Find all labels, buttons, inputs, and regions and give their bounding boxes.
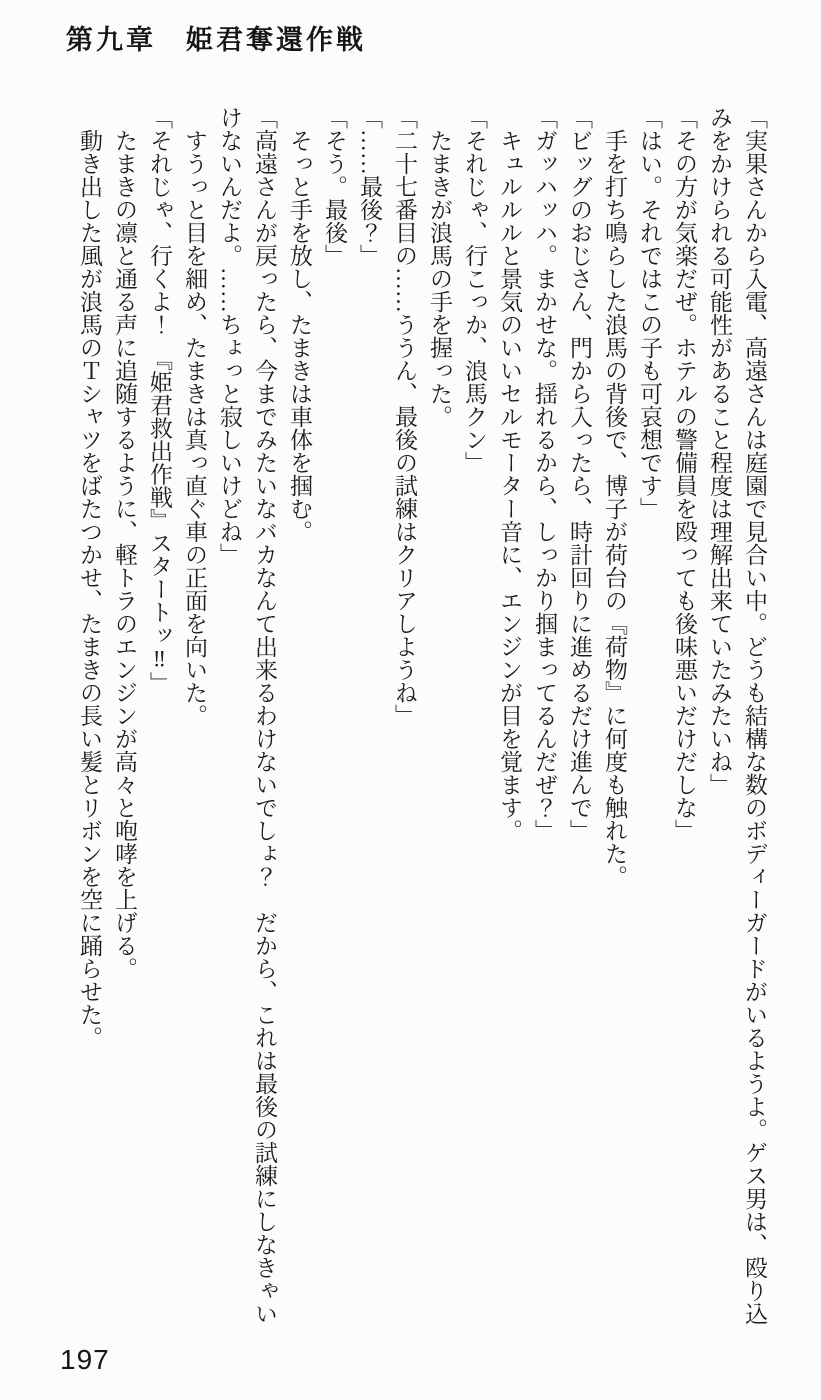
text-line: 「それじゃ、行くよ！ 『姫君救出作戦』スタートッ‼」 xyxy=(147,106,172,695)
text-line: たまきが浪馬の手を握った。 xyxy=(427,129,452,428)
text-line: そっと手を放し、たまきは車体を掴む。 xyxy=(287,129,312,543)
text-line: 「それじゃ、行こっか、浪馬クン」 xyxy=(462,106,487,474)
page-number: 197 xyxy=(60,1344,110,1375)
text-body xyxy=(72,106,772,1346)
text-line: みをかけられる可能性があること程度は理解出来ていたみたいね」 xyxy=(707,106,732,796)
text-line: けないんだよ。……ちょっと寂しいけどね」 xyxy=(217,106,242,566)
text-line: キュルルルと景気のいいセルモーター音に、エンジンが目を覚ます。 xyxy=(497,129,522,842)
text-line: 「そう。最後」 xyxy=(322,106,347,267)
text-line: 「ビッグのおじさん、門から入ったら、時計回りに進めるだけ進んで」 xyxy=(567,106,592,842)
text-line: 「……最後？」 xyxy=(357,106,382,267)
text-line: 手を打ち鳴らした浪馬の背後で、博子が荷台の『荷物』に何度も触れた。 xyxy=(602,129,627,888)
text-line: たまきの凛と通る声に追随するように、軽トラのエンジンが高々と咆哮を上げる。 xyxy=(112,129,137,980)
text-line: 「ガッハッハ。まかせな。揺れるから、しっかり掴まってるんだぜ？」 xyxy=(532,106,557,842)
text-line: 「その方が気楽だぜ。ホテルの警備員を殴っても後味悪いだけだしな」 xyxy=(672,106,697,842)
text-line: 「はい。それではこの子も可哀想です」 xyxy=(637,106,662,520)
text-line: 「高遠さんが戻ったら、今までみたいなバカなんて出来るわけないでしょ？ だから、これは最後の試練にしなきゃい xyxy=(252,106,277,1325)
text-line: 「二十七番目の……ううん、最後の試練はクリアしようね」 xyxy=(392,106,417,727)
text-line: 「実果さんから入電、高遠さんは庭園で見合い中。どうも結構な数のボディーガードがいるようよ。ゲス男は、殴り込 xyxy=(742,106,767,1325)
text-line: すうっと目を細め、たまきは真っ直ぐ車の正面を向いた。 xyxy=(182,129,207,727)
chapter-heading: 第九章 姫君奪還作戦 xyxy=(66,25,366,55)
text-line: 動き出した風が浪馬のＴシャツをばたつかせ、たまきの長い髪とリボンを空に踊らせた。 xyxy=(77,129,102,1049)
